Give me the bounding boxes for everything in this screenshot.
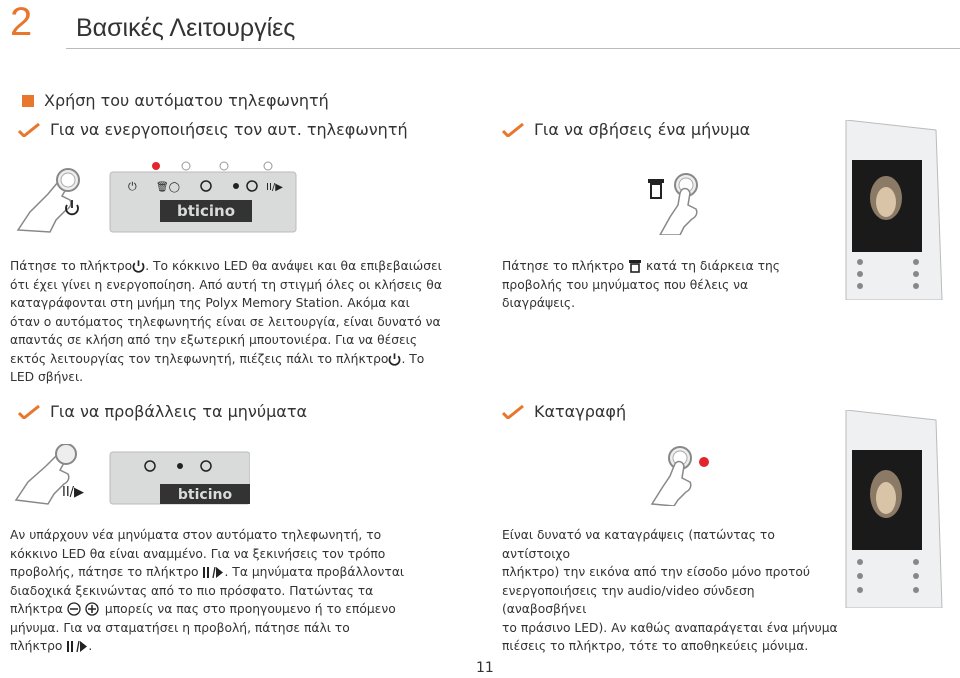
checkmark-icon bbox=[502, 405, 524, 419]
record-heading bbox=[502, 402, 626, 421]
checkmark-icon bbox=[18, 405, 40, 419]
play-pause-icon bbox=[66, 640, 88, 653]
delete-illustration bbox=[630, 165, 720, 235]
view-heading bbox=[18, 402, 307, 421]
prev-next-icon bbox=[67, 602, 101, 616]
record-paragraph: Είναι δυνατό να καταγράψεις (πατώντας το αντίστοιχο πλήκτρο) την εικόνα από την είσοδο μόνο προτού ενεργοποιήσεις την audio/video σύνδεση (αναβοσβήνει το πράσινο LED). Αν καθώς αναπαράγεται ένα μήνυμα πιέσεις το πλήκτρο, τότε το αποθηκεύεις μόνιμα. bbox=[502, 528, 838, 653]
play-pause-icon bbox=[202, 566, 224, 579]
chapter-title: Βασικές Λειτουργίες bbox=[76, 14, 296, 42]
delete-heading bbox=[502, 120, 750, 139]
header-divider bbox=[66, 48, 960, 49]
power-icon bbox=[132, 259, 145, 273]
brand-logo: bticino bbox=[176, 202, 236, 220]
svg-text:🗑◯: 🗑◯ bbox=[156, 182, 180, 193]
svg-text:bticino: bticino bbox=[177, 487, 233, 503]
view-paragraph: Αν υπάρχουν νέα μηνύματα στον αυτόματο τηλεφωνητή, το κόκκινο LED θα είναι αναμμένο. Για να ξεκινήσεις τον τρόπο προβολής, πάτησε το πλήκτρο . Τα μηνύματα προβάλλονται διαδοχικά ξεκινώντας από το πιο πρόσφατο. Πατώντας τα πλήκτρα μπορείς να πας στο προηγουμενο ή το επόμενο μήνυμα. Για να σταματήσει η προβολή, πάτησε πάλι το πλήκτρο . bbox=[10, 528, 405, 653]
video-station-device bbox=[836, 410, 944, 608]
activate-illustration bbox=[10, 160, 300, 236]
video-station-device bbox=[836, 120, 944, 300]
activate-heading bbox=[18, 120, 408, 139]
section-title bbox=[22, 91, 329, 110]
trash-icon bbox=[648, 179, 664, 198]
view-illustration bbox=[10, 444, 250, 506]
activate-paragraph: Πάτησε το πλήκτρο . Το κόκκινο LED θα ανάψει και θα επιβεβαιώσει ότι έχει γίνει η ενεργοποίηση. Από αυτή τη στιγμή όλες οι κλήσεις θα καταγράφονται στη μνήμη της Polyx Memory Station. Ακόμα και όταν ο αυτόματος τηλεφωνητής είναι σε λειτουργία, είναι δυνατό να απαντάς σε κλήση από την εξωτερική μπουτονιέρα. Για να θέσεις εκτός λειτουργίας τον τηλεφωνητή, πιέζεις πάλι το πλήκτρο . Το LED σβήνει. bbox=[10, 259, 442, 384]
checkmark-icon bbox=[18, 123, 40, 137]
record-dot-icon bbox=[699, 457, 709, 467]
delete-paragraph: Πάτησε το πλήκτρο κατά τη διάρκεια της προβολής του μηνύματος που θέλεις να διαγράψεις. bbox=[502, 259, 781, 310]
square-bullet-icon bbox=[22, 95, 34, 107]
view-heading-text: Για να προβάλλεις τα μηνύματα bbox=[50, 402, 308, 421]
chapter-number: 2 bbox=[10, 0, 33, 44]
checkmark-icon bbox=[502, 123, 524, 137]
delete-heading-text: Για να σβήσεις ένα μήνυμα bbox=[534, 120, 751, 139]
record-illustration bbox=[630, 444, 720, 506]
trash-icon bbox=[628, 259, 642, 273]
record-heading-text: Καταγραφή bbox=[534, 402, 627, 421]
activate-heading-text: Για να ενεργοποιήσεις τον αυτ. τηλεφωνητή bbox=[50, 120, 408, 139]
play-pause-icon: II/▶ bbox=[62, 485, 85, 500]
power-icon bbox=[388, 352, 401, 366]
svg-text:II/▶: II/▶ bbox=[266, 182, 283, 193]
svg-text:⏻: ⏻ bbox=[128, 180, 137, 193]
page-number: 11 bbox=[476, 660, 494, 676]
section-title-text: Χρήση του αυτόματου τηλεφωνητή bbox=[44, 91, 329, 110]
red-led-icon bbox=[152, 162, 160, 170]
